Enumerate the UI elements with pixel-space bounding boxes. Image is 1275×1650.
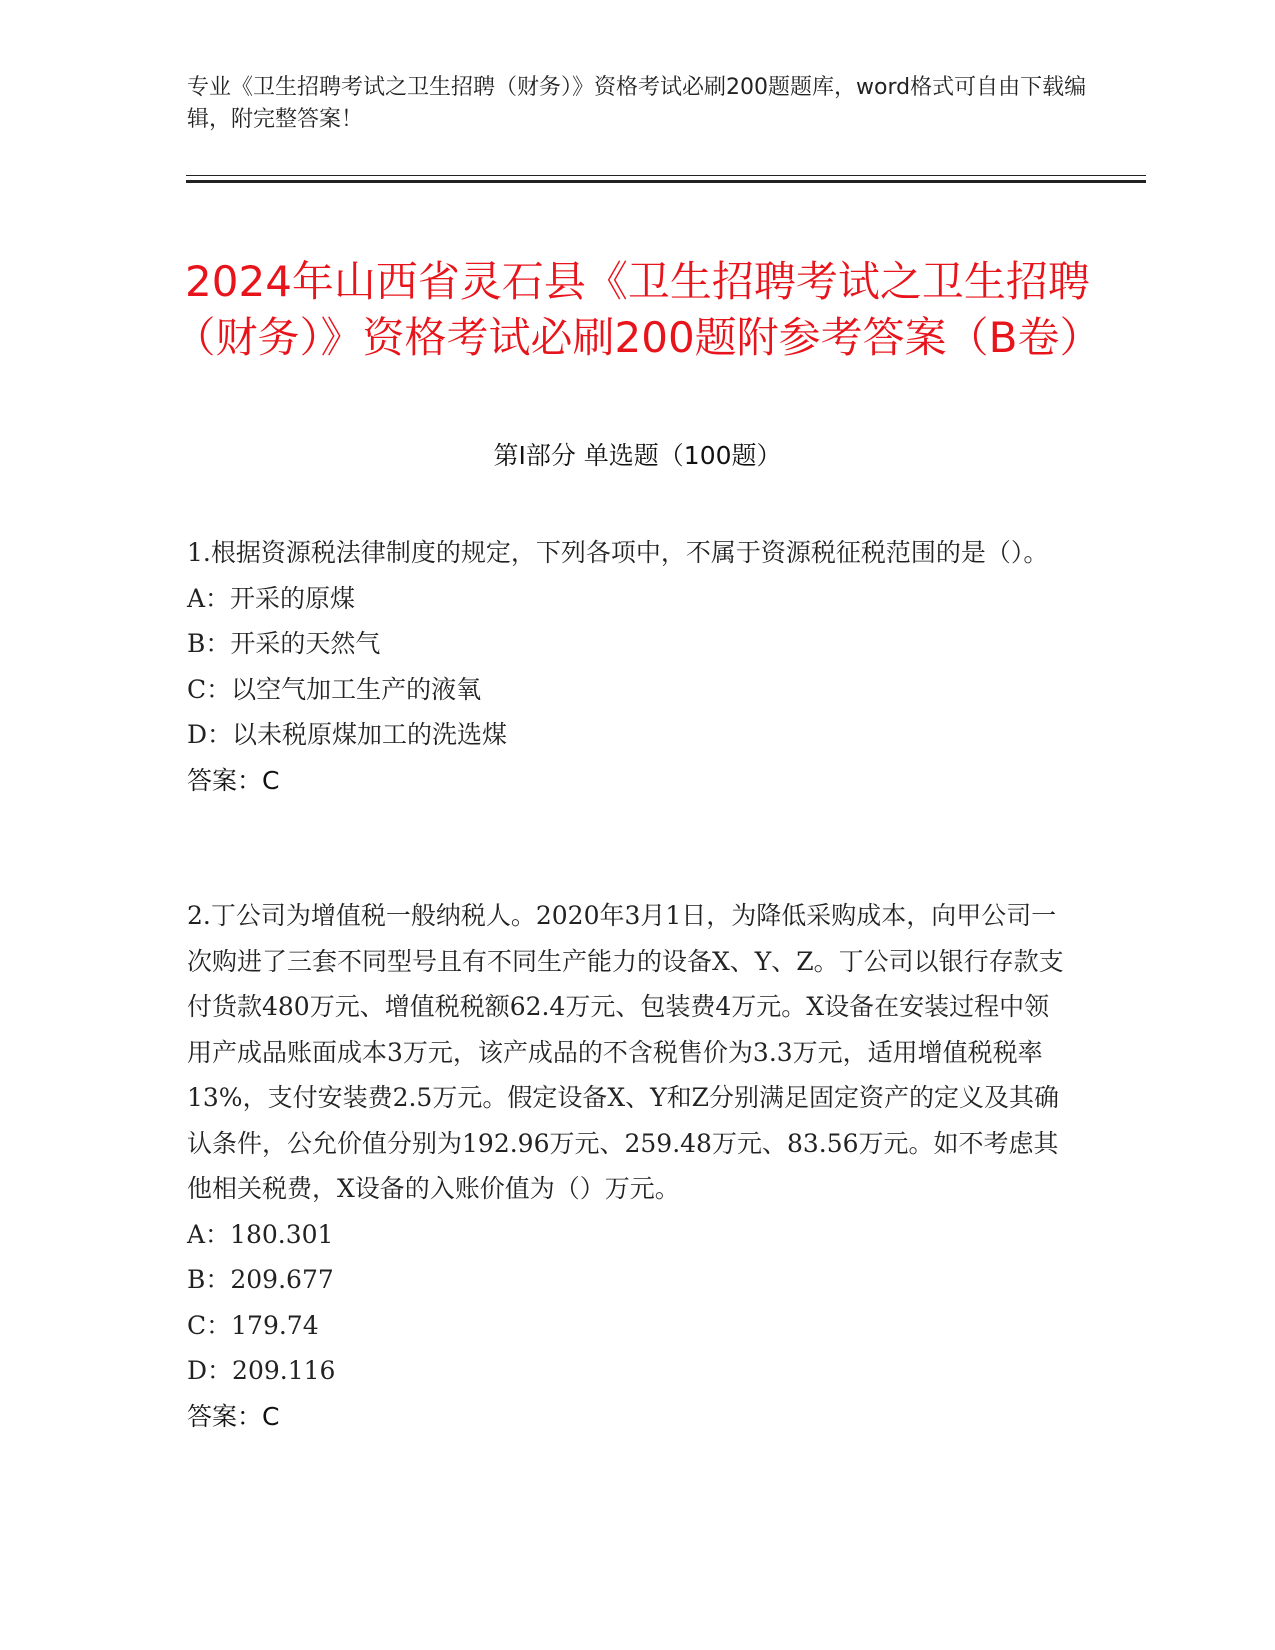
header-divider-thick bbox=[186, 180, 1146, 183]
answer-line: 答案：C bbox=[187, 1401, 280, 1431]
question-2 bbox=[187, 893, 1067, 1439]
option-d: D：209.116 bbox=[187, 1356, 336, 1385]
header-divider-thin bbox=[186, 175, 1146, 176]
answer-line: 答案：C bbox=[187, 765, 280, 795]
document-title: 2024年山西省灵石县《卫生招聘考试之卫生招聘（财务）》资格考试必刷200题附参考答案（B卷） bbox=[173, 257, 1102, 363]
option-b: B：开采的天然气 bbox=[187, 629, 381, 658]
option-c: C：以空气加工生产的液氧 bbox=[187, 674, 482, 704]
question-stem: 2.丁公司为增值税一般纳税人。2020年3月1日，为降低采购成本，向甲公司一次购进了三套不同型号且有不同生产能力的设备X、Y、Z。丁公司以银行存款支付货款480万元、增值税税额62.4万元、包装费4万元。X设备在安装过程中领用产成品账面成本3万元，该产成品的不含税售价为3.3万元，适用增值税税率13%，支付安装费2.5万元。假定设备X、Y和Z分别满足固定资产的定义及其确认条件，公允价值分别为192.96万元、259.48万元、83.56万元。如不考虑其他相关税费，X设备的入账价值为（）万元。 bbox=[187, 901, 1064, 1203]
question-1 bbox=[187, 530, 1067, 803]
option-d: D：以未税原煤加工的洗选煤 bbox=[187, 720, 508, 749]
option-a: A：开采的原煤 bbox=[187, 583, 356, 613]
header-note: 专业《卫生招聘考试之卫生招聘（财务）》资格考试必刷200题题库，word格式可自由下载编辑，附完整答案！ bbox=[187, 75, 1087, 132]
option-b: B：209.677 bbox=[187, 1265, 334, 1294]
option-c: C：179.74 bbox=[187, 1310, 319, 1340]
question-stem: 1.根据资源税法律制度的规定，下列各项中，不属于资源税征税范围的是（）。 bbox=[187, 538, 1049, 567]
section-heading: 第I部分 单选题（100题） bbox=[493, 441, 782, 470]
option-a: A：180.301 bbox=[187, 1219, 334, 1249]
